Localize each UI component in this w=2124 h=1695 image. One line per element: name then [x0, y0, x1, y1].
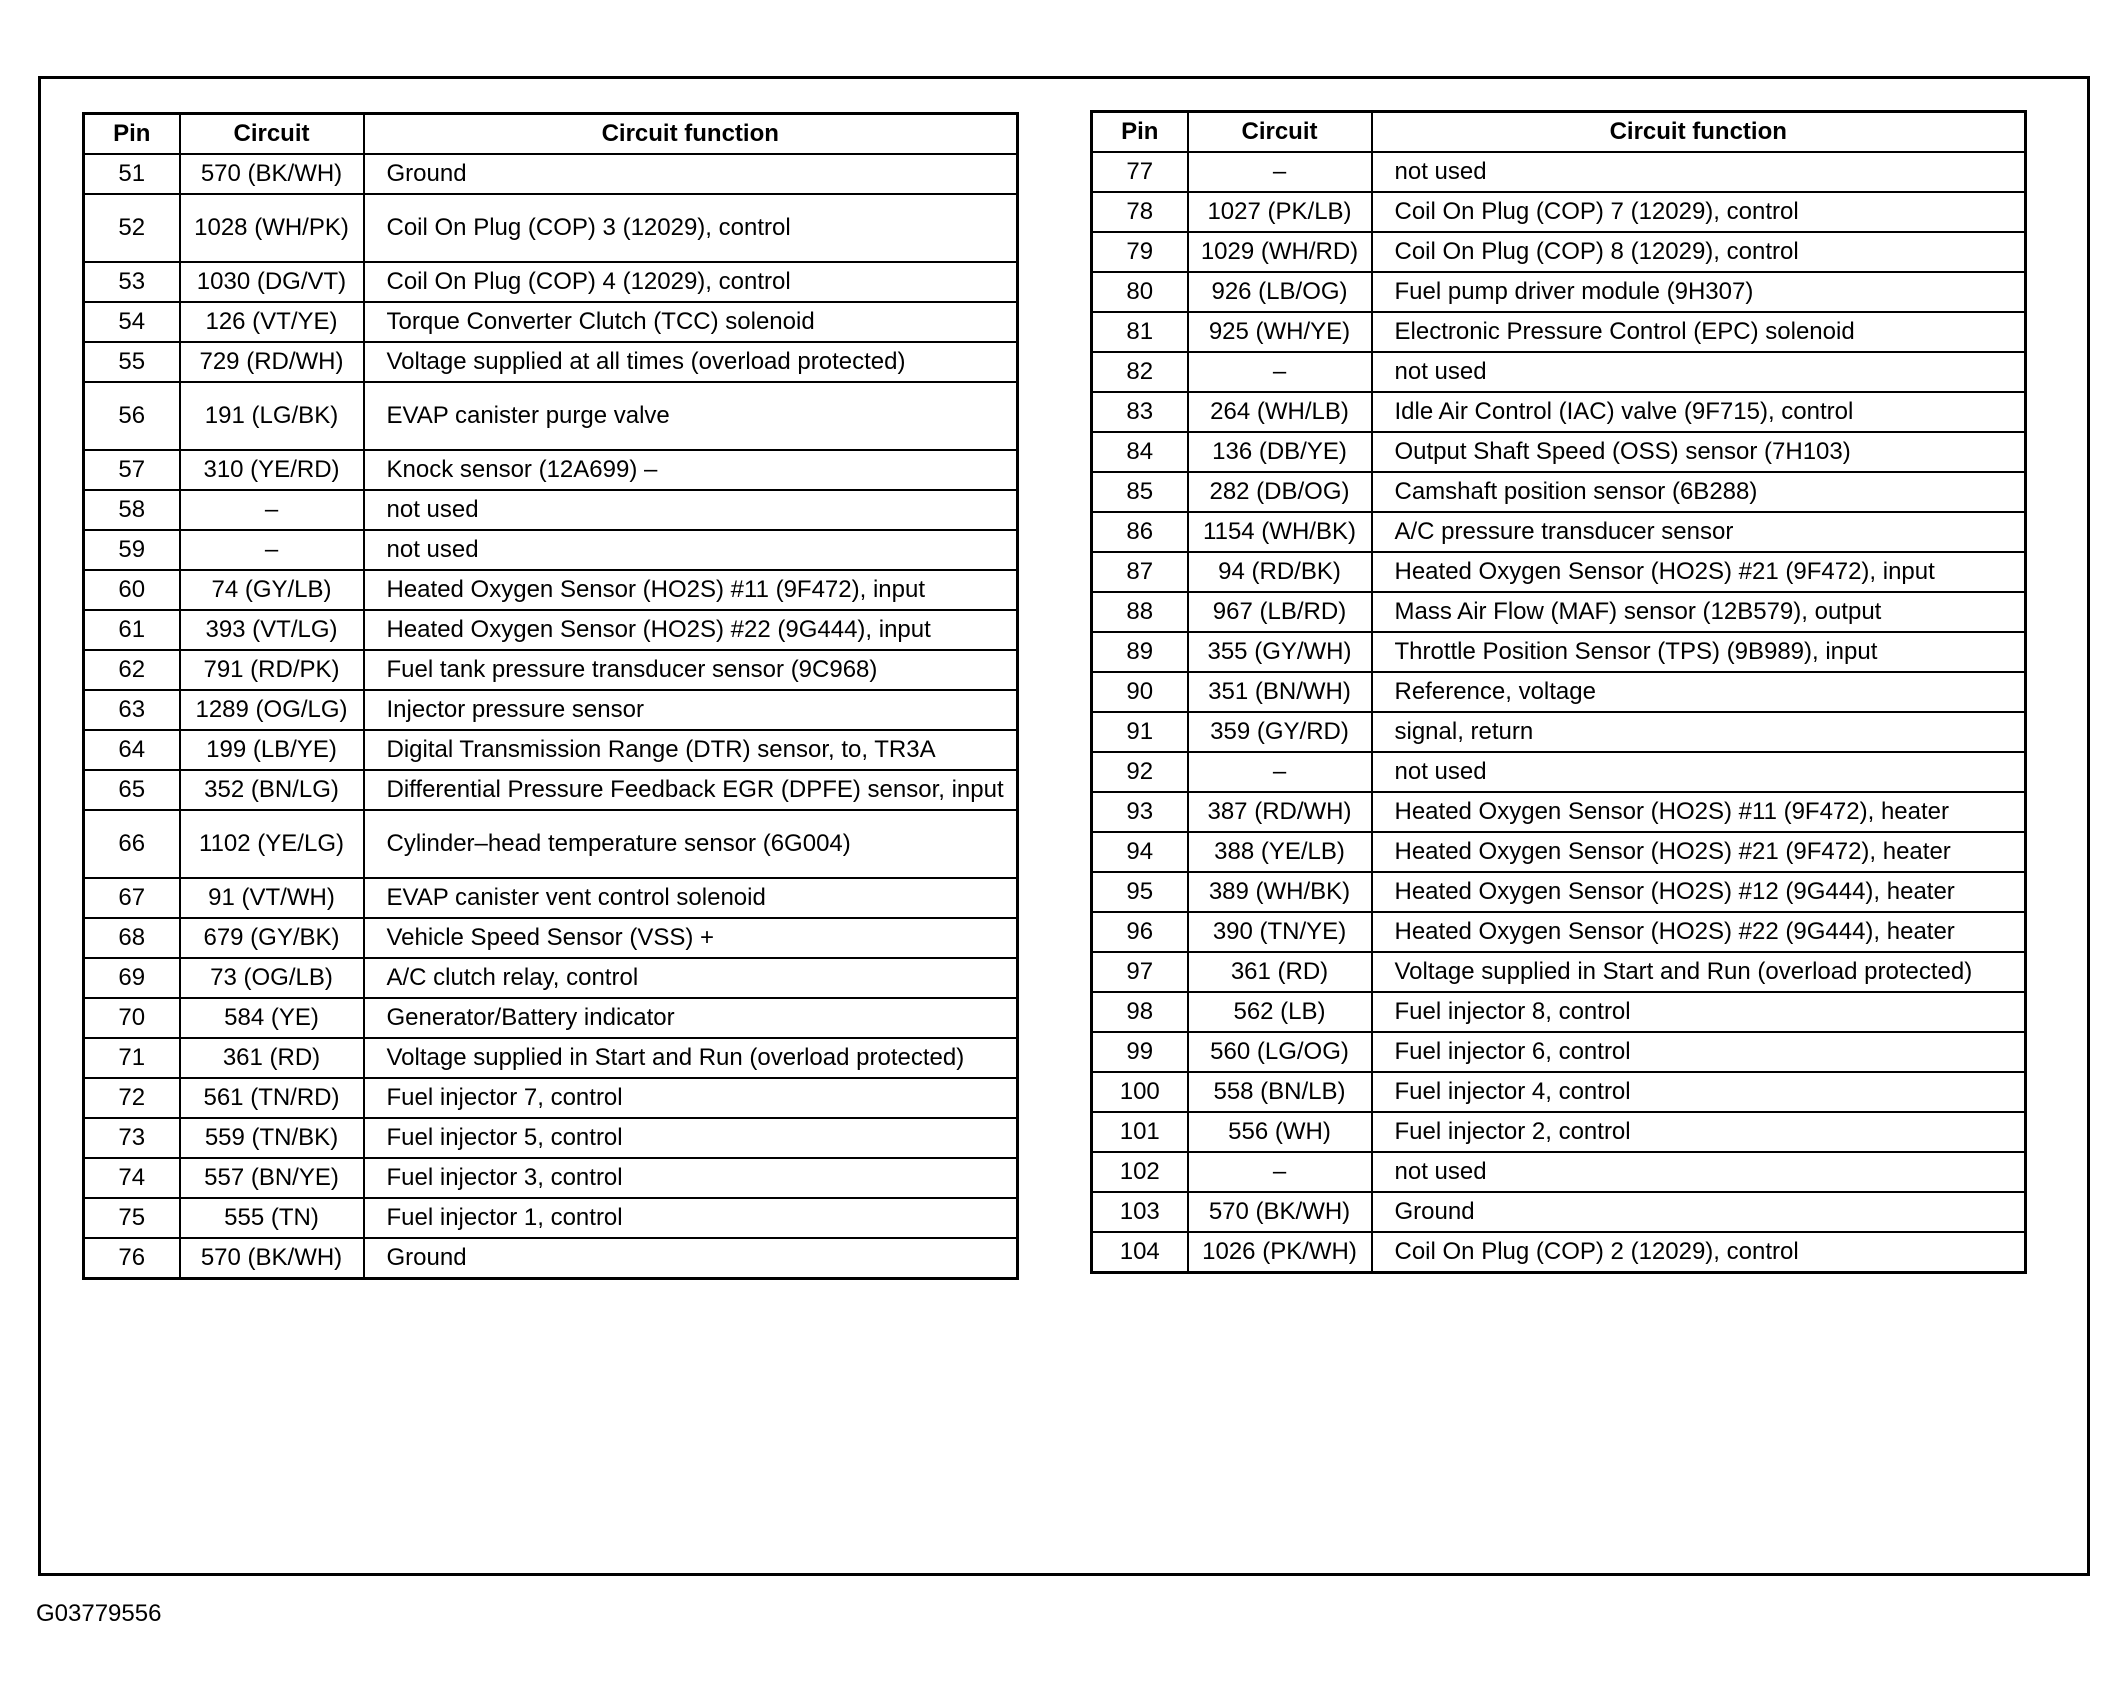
circuit-cell: 570 (BK/WH): [1188, 1192, 1372, 1232]
table-row: [84, 490, 1018, 530]
function-cell: Heated Oxygen Sensor (HO2S) #11 (9F472), heater: [1372, 792, 2026, 832]
table-row: [1092, 1072, 2026, 1112]
circuit-cell: 352 (BN/LG): [180, 770, 364, 810]
pin-cell: 63: [84, 690, 180, 730]
table-row: [84, 610, 1018, 650]
table-row: [84, 878, 1018, 918]
function-cell: Idle Air Control (IAC) valve (9F715), control: [1372, 392, 2026, 432]
pin-cell: 88: [1092, 592, 1188, 632]
function-cell: Fuel injector 4, control: [1372, 1072, 2026, 1112]
circuit-cell: 584 (YE): [180, 998, 364, 1038]
function-cell: Ground: [364, 154, 1018, 194]
circuit-cell: 570 (BK/WH): [180, 1238, 364, 1278]
table-row: [1092, 552, 2026, 592]
table-row: [84, 770, 1018, 810]
circuit-cell: 94 (RD/BK): [1188, 552, 1372, 592]
function-cell: Knock sensor (12A699) –: [364, 450, 1018, 490]
pin-cell: 61: [84, 610, 180, 650]
circuit-cell: 561 (TN/RD): [180, 1078, 364, 1118]
function-cell: Cylinder–head temperature sensor (6G004): [364, 810, 1018, 878]
circuit-cell: 136 (DB/YE): [1188, 432, 1372, 472]
function-cell: Torque Converter Clutch (TCC) solenoid: [364, 302, 1018, 342]
circuit-cell: 679 (GY/BK): [180, 918, 364, 958]
table-row: [1092, 592, 2026, 632]
function-cell: Coil On Plug (COP) 2 (12029), control: [1372, 1232, 2026, 1272]
function-cell: Fuel injector 7, control: [364, 1078, 1018, 1118]
circuit-cell: 73 (OG/LB): [180, 958, 364, 998]
table-header-row: [1092, 112, 2026, 153]
function-cell: Voltage supplied in Start and Run (overload protected): [364, 1038, 1018, 1078]
circuit-cell: 361 (RD): [180, 1038, 364, 1078]
table-row: [84, 1198, 1018, 1238]
table-row: [84, 154, 1018, 194]
table-row: [1092, 712, 2026, 752]
function-cell: Fuel injector 3, control: [364, 1158, 1018, 1198]
circuit-cell: 310 (YE/RD): [180, 450, 364, 490]
circuit-cell: 559 (TN/BK): [180, 1118, 364, 1158]
table-row: [1092, 752, 2026, 792]
function-cell: Fuel injector 8, control: [1372, 992, 2026, 1032]
circuit-cell: 351 (BN/WH): [1188, 672, 1372, 712]
pin-cell: 75: [84, 1198, 180, 1238]
circuit-cell: –: [180, 490, 364, 530]
function-cell: not used: [1372, 352, 2026, 392]
pin-cell: 86: [1092, 512, 1188, 552]
circuit-cell: –: [1188, 352, 1372, 392]
function-cell: not used: [364, 490, 1018, 530]
table-row: [84, 194, 1018, 262]
function-cell: Fuel injector 6, control: [1372, 1032, 2026, 1072]
table-row: [84, 1038, 1018, 1078]
pin-table-left: [82, 112, 1019, 1280]
circuit-cell: 264 (WH/LB): [1188, 392, 1372, 432]
pin-header: Pin: [1092, 112, 1188, 153]
circuit-cell: 1030 (DG/VT): [180, 262, 364, 302]
table-row: [1092, 1112, 2026, 1152]
circuit-function-header: Circuit function: [364, 114, 1018, 155]
pin-cell: 104: [1092, 1232, 1188, 1272]
function-cell: Heated Oxygen Sensor (HO2S) #21 (9F472), heater: [1372, 832, 2026, 872]
pin-cell: 101: [1092, 1112, 1188, 1152]
pin-cell: 57: [84, 450, 180, 490]
pin-cell: 58: [84, 490, 180, 530]
circuit-cell: 91 (VT/WH): [180, 878, 364, 918]
table-row: [84, 730, 1018, 770]
function-cell: Throttle Position Sensor (TPS) (9B989), input: [1372, 632, 2026, 672]
pin-table-right: [1090, 110, 2027, 1274]
table-row: [1092, 352, 2026, 392]
function-cell: Coil On Plug (COP) 4 (12029), control: [364, 262, 1018, 302]
table-row: [1092, 1192, 2026, 1232]
circuit-cell: 557 (BN/YE): [180, 1158, 364, 1198]
circuit-cell: 967 (LB/RD): [1188, 592, 1372, 632]
pin-cell: 67: [84, 878, 180, 918]
pin-cell: 103: [1092, 1192, 1188, 1232]
table-row: [84, 1238, 1018, 1278]
pin-cell: 69: [84, 958, 180, 998]
circuit-cell: 926 (LB/OG): [1188, 272, 1372, 312]
circuit-cell: 126 (VT/YE): [180, 302, 364, 342]
pin-cell: 100: [1092, 1072, 1188, 1112]
pin-cell: 71: [84, 1038, 180, 1078]
table-row: [84, 450, 1018, 490]
pin-cell: 66: [84, 810, 180, 878]
pin-cell: 74: [84, 1158, 180, 1198]
pin-cell: 82: [1092, 352, 1188, 392]
table-row: [1092, 1152, 2026, 1192]
function-cell: EVAP canister vent control solenoid: [364, 878, 1018, 918]
function-cell: Fuel injector 1, control: [364, 1198, 1018, 1238]
pin-cell: 79: [1092, 232, 1188, 272]
circuit-cell: 1028 (WH/PK): [180, 194, 364, 262]
pin-cell: 80: [1092, 272, 1188, 312]
circuit-cell: 191 (LG/BK): [180, 382, 364, 450]
circuit-cell: 388 (YE/LB): [1188, 832, 1372, 872]
function-cell: Fuel injector 5, control: [364, 1118, 1018, 1158]
circuit-cell: 199 (LB/YE): [180, 730, 364, 770]
function-cell: Digital Transmission Range (DTR) sensor, to, TR3A: [364, 730, 1018, 770]
circuit-cell: 729 (RD/WH): [180, 342, 364, 382]
function-cell: Reference, voltage: [1372, 672, 2026, 712]
function-cell: Fuel injector 2, control: [1372, 1112, 2026, 1152]
pin-cell: 52: [84, 194, 180, 262]
pin-cell: 94: [1092, 832, 1188, 872]
pin-cell: 83: [1092, 392, 1188, 432]
circuit-cell: –: [1188, 152, 1372, 192]
function-cell: Injector pressure sensor: [364, 690, 1018, 730]
table-row: [1092, 832, 2026, 872]
pin-cell: 93: [1092, 792, 1188, 832]
circuit-function-header: Circuit function: [1372, 112, 2026, 153]
pin-cell: 76: [84, 1238, 180, 1278]
pin-cell: 77: [1092, 152, 1188, 192]
function-cell: signal, return: [1372, 712, 2026, 752]
circuit-cell: 389 (WH/BK): [1188, 872, 1372, 912]
table-row: [1092, 232, 2026, 272]
pin-cell: 59: [84, 530, 180, 570]
table-row: [84, 1078, 1018, 1118]
pin-cell: 70: [84, 998, 180, 1038]
function-cell: not used: [364, 530, 1018, 570]
function-cell: not used: [1372, 152, 2026, 192]
pin-cell: 54: [84, 302, 180, 342]
circuit-cell: –: [180, 530, 364, 570]
table-row: [1092, 632, 2026, 672]
table-row: [1092, 1232, 2026, 1272]
pin-cell: 53: [84, 262, 180, 302]
pin-cell: 96: [1092, 912, 1188, 952]
pin-cell: 65: [84, 770, 180, 810]
function-cell: EVAP canister purge valve: [364, 382, 1018, 450]
function-cell: Heated Oxygen Sensor (HO2S) #22 (9G444), input: [364, 610, 1018, 650]
circuit-cell: 387 (RD/WH): [1188, 792, 1372, 832]
function-cell: Generator/Battery indicator: [364, 998, 1018, 1038]
pin-cell: 81: [1092, 312, 1188, 352]
table-row: [84, 690, 1018, 730]
circuit-cell: 558 (BN/LB): [1188, 1072, 1372, 1112]
circuit-cell: 74 (GY/LB): [180, 570, 364, 610]
pin-cell: 72: [84, 1078, 180, 1118]
circuit-cell: 560 (LG/OG): [1188, 1032, 1372, 1072]
table-row: [84, 918, 1018, 958]
table-row: [84, 650, 1018, 690]
circuit-cell: 282 (DB/OG): [1188, 472, 1372, 512]
pin-cell: 99: [1092, 1032, 1188, 1072]
function-cell: not used: [1372, 1152, 2026, 1192]
circuit-cell: 1289 (OG/LG): [180, 690, 364, 730]
circuit-cell: 390 (TN/YE): [1188, 912, 1372, 952]
table-row: [1092, 152, 2026, 192]
table-row: [1092, 1032, 2026, 1072]
pin-cell: 73: [84, 1118, 180, 1158]
table-row: [1092, 952, 2026, 992]
function-cell: Coil On Plug (COP) 8 (12029), control: [1372, 232, 2026, 272]
circuit-cell: 562 (LB): [1188, 992, 1372, 1032]
function-cell: Electronic Pressure Control (EPC) solenoid: [1372, 312, 2026, 352]
function-cell: Coil On Plug (COP) 7 (12029), control: [1372, 192, 2026, 232]
table-row: [84, 530, 1018, 570]
circuit-header: Circuit: [1188, 112, 1372, 153]
circuit-cell: 570 (BK/WH): [180, 154, 364, 194]
table-row: [84, 302, 1018, 342]
circuit-cell: 355 (GY/WH): [1188, 632, 1372, 672]
table-row: [1092, 312, 2026, 352]
function-cell: Differential Pressure Feedback EGR (DPFE) sensor, input: [364, 770, 1018, 810]
pin-cell: 102: [1092, 1152, 1188, 1192]
circuit-cell: 925 (WH/YE): [1188, 312, 1372, 352]
table-row: [84, 570, 1018, 610]
function-cell: Ground: [1372, 1192, 2026, 1232]
table-row: [1092, 432, 2026, 472]
circuit-cell: 1026 (PK/WH): [1188, 1232, 1372, 1272]
table-row: [1092, 792, 2026, 832]
circuit-cell: –: [1188, 1152, 1372, 1192]
function-cell: A/C clutch relay, control: [364, 958, 1018, 998]
pin-cell: 87: [1092, 552, 1188, 592]
table-row: [1092, 872, 2026, 912]
table-row: [1092, 912, 2026, 952]
function-cell: Camshaft position sensor (6B288): [1372, 472, 2026, 512]
table-row: [84, 342, 1018, 382]
pin-cell: 55: [84, 342, 180, 382]
circuit-cell: 1027 (PK/LB): [1188, 192, 1372, 232]
circuit-cell: –: [1188, 752, 1372, 792]
pin-cell: 51: [84, 154, 180, 194]
pin-cell: 95: [1092, 872, 1188, 912]
function-cell: Voltage supplied at all times (overload protected): [364, 342, 1018, 382]
function-cell: Coil On Plug (COP) 3 (12029), control: [364, 194, 1018, 262]
table-row: [1092, 392, 2026, 432]
pin-cell: 78: [1092, 192, 1188, 232]
circuit-header: Circuit: [180, 114, 364, 155]
figure-code: G03779556: [36, 1600, 162, 1627]
table-row: [84, 998, 1018, 1038]
pin-cell: 64: [84, 730, 180, 770]
table-row: [84, 262, 1018, 302]
table-row: [84, 810, 1018, 878]
function-cell: Heated Oxygen Sensor (HO2S) #12 (9G444), heater: [1372, 872, 2026, 912]
pin-cell: 98: [1092, 992, 1188, 1032]
function-cell: Vehicle Speed Sensor (VSS) +: [364, 918, 1018, 958]
function-cell: not used: [1372, 752, 2026, 792]
pin-cell: 84: [1092, 432, 1188, 472]
circuit-cell: 555 (TN): [180, 1198, 364, 1238]
function-cell: Fuel tank pressure transducer sensor (9C968): [364, 650, 1018, 690]
table-row: [1092, 472, 2026, 512]
circuit-cell: 1029 (WH/RD): [1188, 232, 1372, 272]
circuit-cell: 359 (GY/RD): [1188, 712, 1372, 752]
table-header-row: [84, 114, 1018, 155]
pin-cell: 90: [1092, 672, 1188, 712]
circuit-cell: 556 (WH): [1188, 1112, 1372, 1152]
circuit-cell: 791 (RD/PK): [180, 650, 364, 690]
pin-cell: 56: [84, 382, 180, 450]
function-cell: Fuel pump driver module (9H307): [1372, 272, 2026, 312]
table-row: [84, 382, 1018, 450]
pin-header: Pin: [84, 114, 180, 155]
function-cell: A/C pressure transducer sensor: [1372, 512, 2026, 552]
table-row: [84, 1118, 1018, 1158]
pin-cell: 85: [1092, 472, 1188, 512]
pin-cell: 62: [84, 650, 180, 690]
table-row: [1092, 192, 2026, 232]
table-row: [84, 958, 1018, 998]
table-row: [1092, 672, 2026, 712]
pin-cell: 68: [84, 918, 180, 958]
circuit-cell: 1154 (WH/BK): [1188, 512, 1372, 552]
pin-cell: 60: [84, 570, 180, 610]
function-cell: Heated Oxygen Sensor (HO2S) #11 (9F472), input: [364, 570, 1018, 610]
pin-cell: 92: [1092, 752, 1188, 792]
function-cell: Voltage supplied in Start and Run (overload protected): [1372, 952, 2026, 992]
table-row: [84, 1158, 1018, 1198]
circuit-cell: 1102 (YE/LG): [180, 810, 364, 878]
pin-cell: 91: [1092, 712, 1188, 752]
function-cell: Output Shaft Speed (OSS) sensor (7H103): [1372, 432, 2026, 472]
circuit-cell: 393 (VT/LG): [180, 610, 364, 650]
table-row: [1092, 512, 2026, 552]
function-cell: Heated Oxygen Sensor (HO2S) #22 (9G444), heater: [1372, 912, 2026, 952]
function-cell: Ground: [364, 1238, 1018, 1278]
function-cell: Mass Air Flow (MAF) sensor (12B579), output: [1372, 592, 2026, 632]
table-row: [1092, 992, 2026, 1032]
pin-cell: 89: [1092, 632, 1188, 672]
function-cell: Heated Oxygen Sensor (HO2S) #21 (9F472), input: [1372, 552, 2026, 592]
table-row: [1092, 272, 2026, 312]
circuit-cell: 361 (RD): [1188, 952, 1372, 992]
pin-cell: 97: [1092, 952, 1188, 992]
